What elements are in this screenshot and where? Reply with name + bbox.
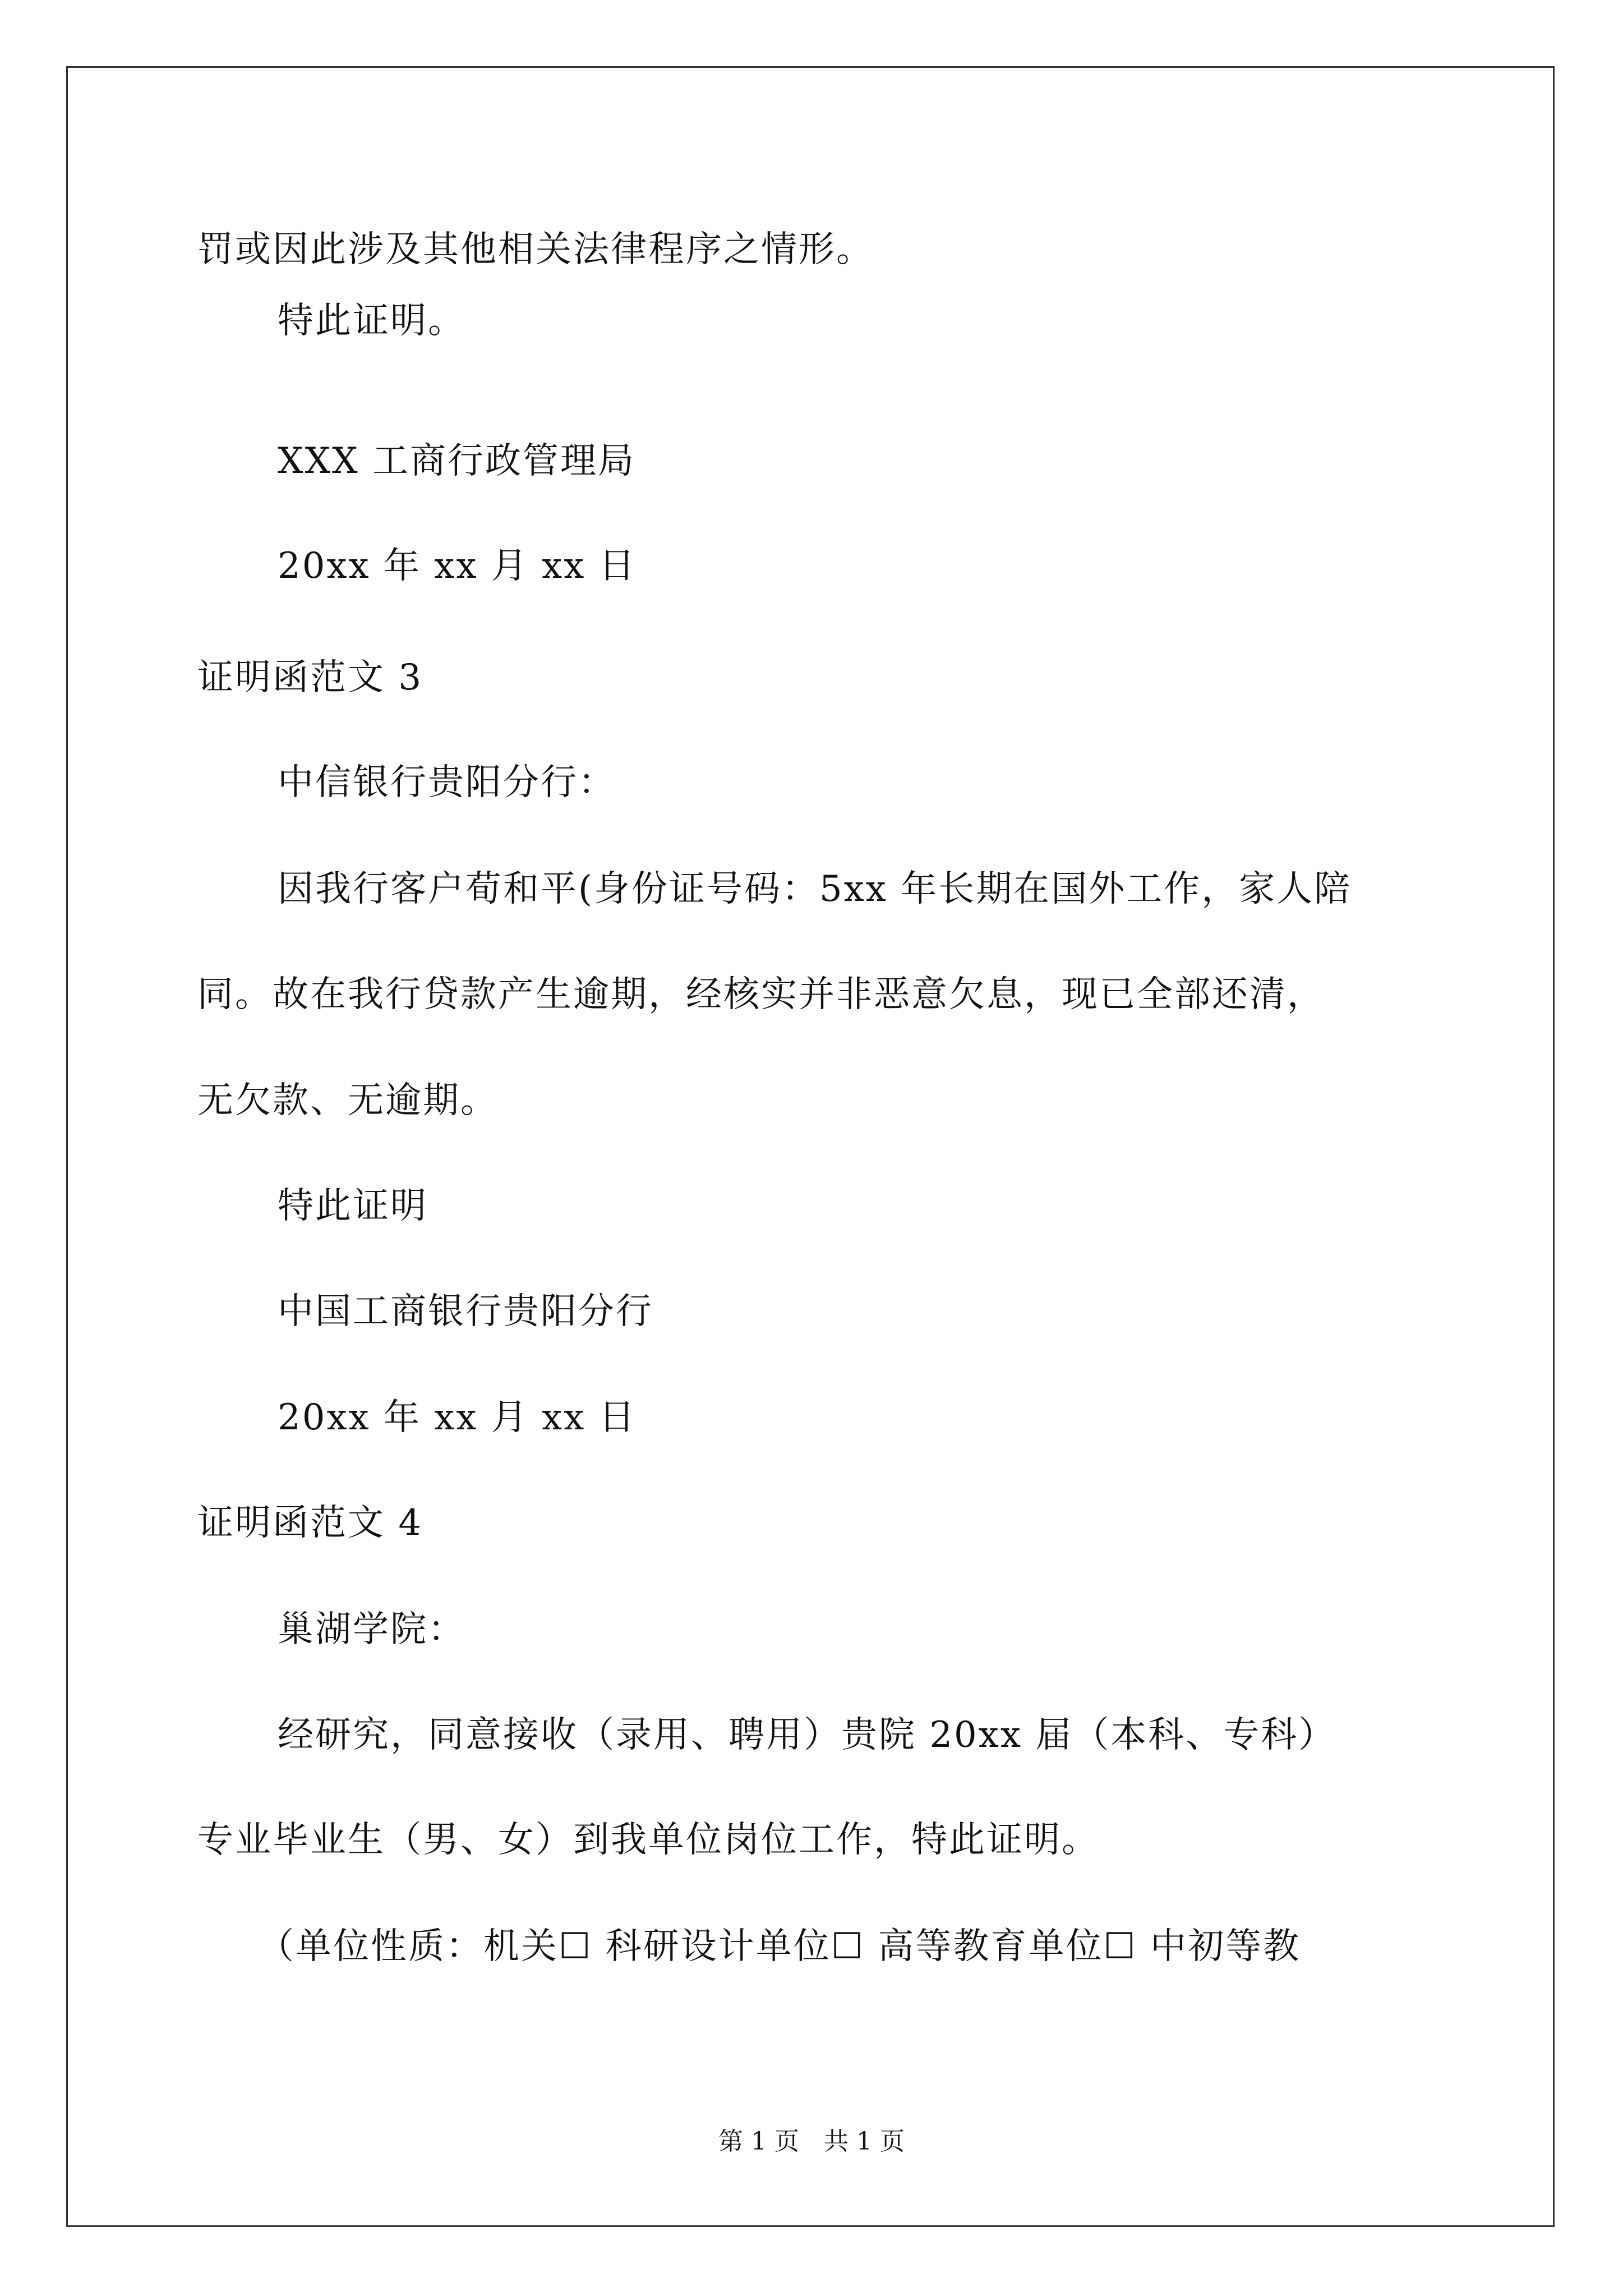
paragraph-line: （单位性质：机关☐ 科研设计单位☐ 高等教育单位☐ 中初等教 — [258, 1926, 1301, 1967]
date-line: 20xx 年 xx 月 xx 日 — [278, 545, 637, 587]
date-line: 20xx 年 xx 月 xx 日 — [278, 1397, 637, 1438]
section-heading: 证明函范文 4 — [197, 1502, 423, 1544]
salutation-line: 中信银行贵阳分行： — [278, 762, 616, 803]
paragraph-line: 同。故在我行贷款产生逾期，经核实并非恶意欠息，现已全部还清， — [197, 974, 1325, 1015]
paragraph-line: 特此证明 — [278, 1185, 428, 1227]
salutation-line: 巢湖学院： — [278, 1609, 465, 1650]
page-border — [66, 66, 1555, 2227]
paragraph-line: 罚或因此涉及其他相关法律程序之情形。 — [197, 229, 874, 270]
paragraph-line: 专业毕业生（男、女）到我单位岗位工作，特此证明。 — [197, 1819, 1099, 1861]
paragraph-line: 无欠款、无逾期。 — [197, 1080, 498, 1121]
paragraph-line: 特此证明。 — [278, 300, 465, 342]
issuer-line: 中国工商银行贵阳分行 — [278, 1291, 653, 1332]
paragraph-line: 经研究，同意接收（录用、聘用）贵院 20xx 届（本科、专科） — [278, 1714, 1336, 1756]
paragraph-line: 因我行客户荀和平(身份证号码：5xx 年长期在国外工作，家人陪 — [278, 868, 1352, 910]
section-heading: 证明函范文 3 — [197, 657, 423, 698]
page-footer: 第 1 页 共 1 页 — [718, 2127, 905, 2156]
issuer-line: XXX 工商行政管理局 — [278, 440, 636, 482]
